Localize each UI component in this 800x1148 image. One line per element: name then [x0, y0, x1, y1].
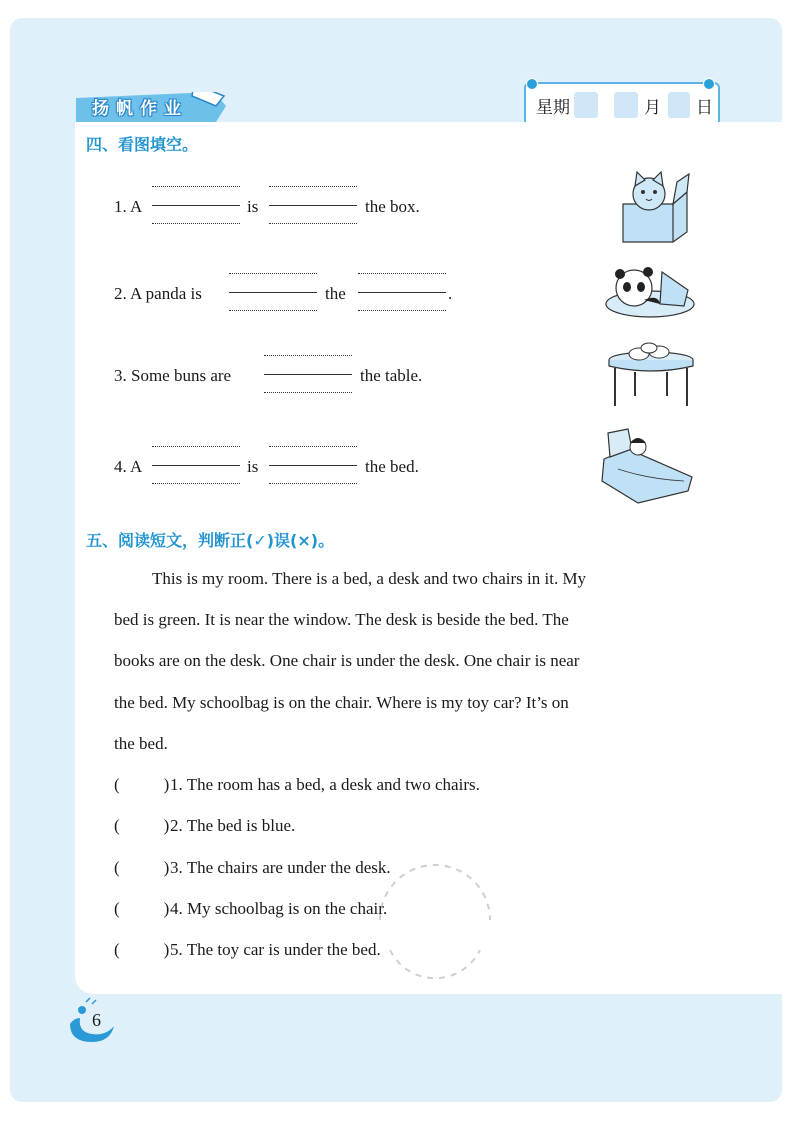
q4-end: the bed.	[365, 457, 419, 476]
watermark-stamp-icon	[370, 860, 500, 980]
q3-start: 3. Some buns are	[114, 366, 232, 385]
passage-line: This is my room. There is a bed, a desk and two chairs in it. My	[152, 569, 587, 588]
buns-on-table-illustration	[605, 340, 697, 410]
day-field[interactable]	[668, 92, 690, 118]
q1-blank-1[interactable]	[152, 186, 240, 224]
statement-row	[114, 858, 391, 878]
brand-title: 扬帆作业	[92, 99, 188, 119]
answer-paren[interactable]: ( )	[114, 775, 170, 794]
month-field[interactable]	[614, 92, 638, 118]
q3-blank-1[interactable]	[264, 355, 352, 393]
answer-paren[interactable]: ( )	[114, 816, 170, 835]
pin-icon	[703, 78, 715, 90]
passage-line: bed is green. It is near the window. The desk is beside the bed. The	[114, 610, 569, 629]
passage-line: the bed. My schoolbag is on the chair. Where is my toy car? It’s on	[114, 693, 569, 712]
q4-start: 4. A	[114, 457, 143, 476]
q1-end: the box.	[365, 197, 420, 216]
doll-in-bed-illustration	[598, 425, 696, 505]
cat-in-box-illustration	[615, 168, 695, 244]
page-number: 6	[92, 1010, 101, 1030]
panda-on-plate-illustration	[604, 260, 696, 320]
q4-mid: is	[247, 457, 259, 476]
q1-start: 1. A	[114, 197, 143, 216]
passage-line: the bed.	[114, 734, 168, 753]
answer-paren[interactable]: ( )	[114, 940, 170, 959]
q2-blank-2[interactable]	[358, 273, 446, 311]
q1-blank-2[interactable]	[269, 186, 357, 224]
q2-end: .	[448, 284, 453, 303]
passage-line: books are on the desk. One chair is under the desk. One chair is near	[114, 651, 580, 670]
q4-blank-1[interactable]	[152, 446, 240, 484]
day-label: 日	[696, 98, 713, 118]
q2-mid: the	[325, 284, 346, 303]
q2-blank-1[interactable]	[229, 273, 317, 311]
statement-row	[114, 775, 480, 795]
answer-paren[interactable]: ( )	[114, 858, 170, 877]
date-box	[524, 82, 720, 122]
week-field[interactable]	[574, 92, 598, 118]
q4-blank-2[interactable]	[269, 446, 357, 484]
q1-mid: is	[247, 197, 259, 216]
pin-icon	[526, 78, 538, 90]
statement-text: 5. The toy car is under the bed.	[170, 940, 381, 959]
statement-row	[114, 899, 387, 919]
statement-row	[114, 816, 295, 836]
statement-text: 4. My schoolbag is on the chair.	[170, 899, 388, 918]
week-label: 星期	[536, 98, 570, 118]
statement-text: 2. The bed is blue.	[170, 816, 296, 835]
answer-paren[interactable]: ( )	[114, 899, 170, 918]
q3-end: the table.	[360, 366, 423, 385]
statement-text: 1. The room has a bed, a desk and two chairs.	[170, 775, 480, 794]
section-4-title: 四、看图填空。	[86, 135, 199, 154]
q2-start: 2. A panda is	[114, 284, 202, 303]
statement-row	[114, 940, 381, 960]
section-5-title: 五、阅读短文，判断正(✓)误(×)。	[86, 531, 335, 550]
month-label: 月	[644, 98, 661, 118]
statement-text: 3. The chairs are under the desk.	[170, 858, 391, 877]
